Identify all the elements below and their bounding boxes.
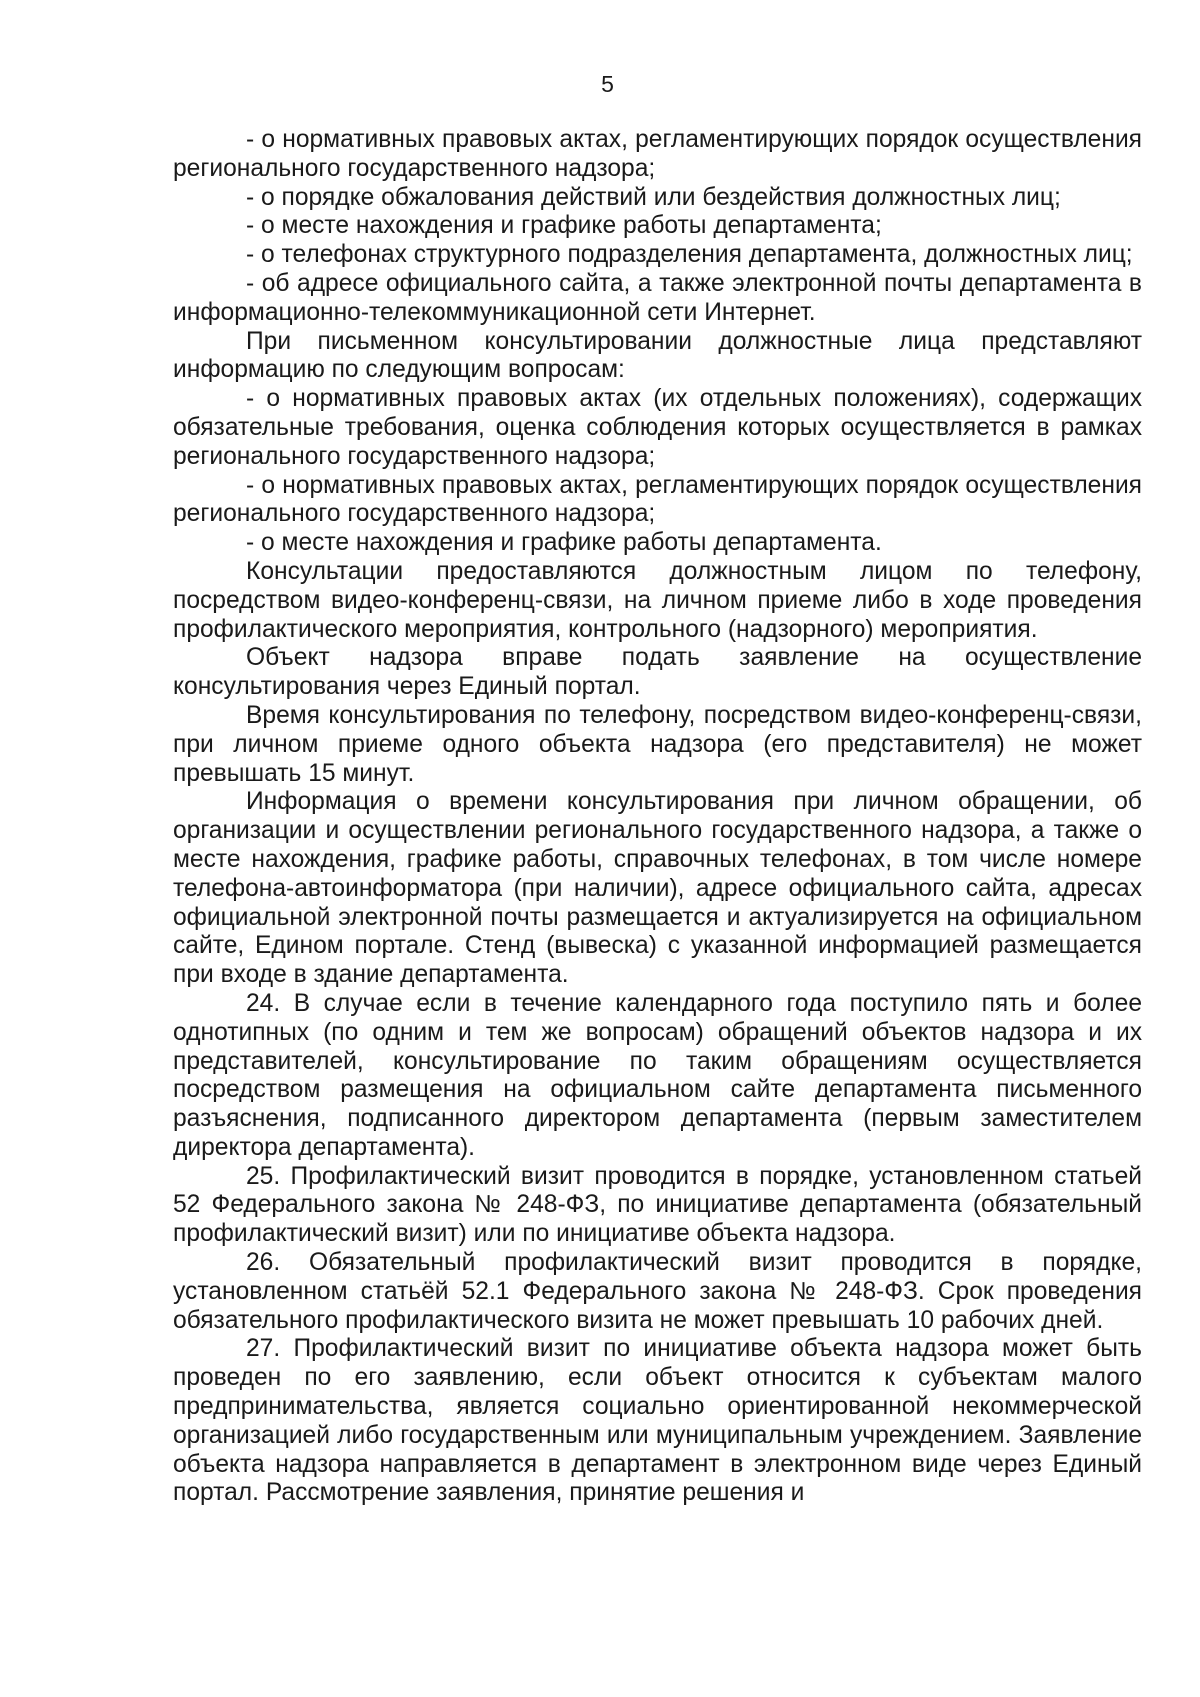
document-body xyxy=(173,126,1142,1508)
paragraph: - об адресе официального сайта, а также электронной почты департамента в информационно-телекоммуникационной сети Интернет. xyxy=(173,269,1142,326)
paragraph: 25. Профилактический визит проводится в порядке, установленном статьей 52 Федерального закона № 248-ФЗ, по инициативе департамента (обязательный профилактический визит) или по инициативе объекта надзора. xyxy=(173,1162,1142,1248)
paragraph: 27. Профилактический визит по инициативе объекта надзора может быть проведен по его заявлению, если объект относится к субъектам малого предпринимательства, является социально ориентированной некоммерческой организацией либо государственным или муниципальным учреждением. Заявление объекта надзора направляется в департамент в электронном виде через Единый портал. Рассмотрение заявления, принятие решения и xyxy=(173,1335,1142,1507)
paragraph: Консультации предоставляются должностным лицом по телефону, посредством видео-конференц-связи, на личном приеме либо в ходе проведения профилактического мероприятия, контрольного (надзорного) мероприятия. xyxy=(173,557,1142,643)
paragraph: Информация о времени консультирования при личном обращении, об организации и осуществлении регионального государственного надзора, а также о месте нахождения, графике работы, справочных телефонах, в том числе номере телефона-автоинформатора (при наличии), адресе официального сайта, адресах официальной электронной почты размещается и актуализируется на официальном сайте, Едином портале. Стенд (вывеска) с указанной информацией размещается при входе в здание департамента. xyxy=(173,788,1142,989)
paragraph: 24. В случае если в течение календарного года поступило пять и более однотипных (по одним и тем же вопросам) обращений объектов надзора и их представителей, консультирование по таким обращениям осуществляется посредством размещения на официальном сайте департамента письменного разъяснения, подписанного директором департамента (первым заместителем директора департамента). xyxy=(173,989,1142,1161)
page-number: 5 xyxy=(601,71,614,97)
paragraph: При письменном консультировании должностные лица представляют информацию по следующим вопросам: xyxy=(173,327,1142,384)
paragraph: Время консультирования по телефону, посредством видео-конференц-связи, при личном приеме одного объекта надзора (его представителя) не может превышать 15 минут. xyxy=(173,701,1142,787)
paragraph: - о месте нахождения и графике работы департамента; xyxy=(246,212,882,240)
paragraph: 26. Обязательный профилактический визит проводится в порядке, установленном статьёй 52.1 Федерального закона № 248-ФЗ. Срок проведения обязательного профилактического визита не может превышать 10 рабочих дней. xyxy=(173,1249,1142,1334)
paragraph: - о нормативных правовых актах (их отдельных положениях), содержащих обязательные требования, оценка соблюдения которых осуществляется в рамках регионального государственного надзора; xyxy=(173,385,1142,470)
paragraph: - о месте нахождения и графике работы департамента. xyxy=(246,529,882,557)
paragraph: - о нормативных правовых актах, регламентирующих порядок осуществления регионального государственного надзора; xyxy=(173,126,1142,182)
paragraph: - о нормативных правовых актах, регламентирующих порядок осуществления регионального государственного надзора; xyxy=(173,471,1142,528)
paragraph: - о телефонах структурного подразделения департамента, должностных лиц; xyxy=(246,241,1133,269)
paragraph: - о порядке обжалования действий или бездействия должностных лиц; xyxy=(246,183,1061,211)
paragraph: Объект надзора вправе подать заявление на осуществление консультирования через Единый портал. xyxy=(173,644,1142,701)
